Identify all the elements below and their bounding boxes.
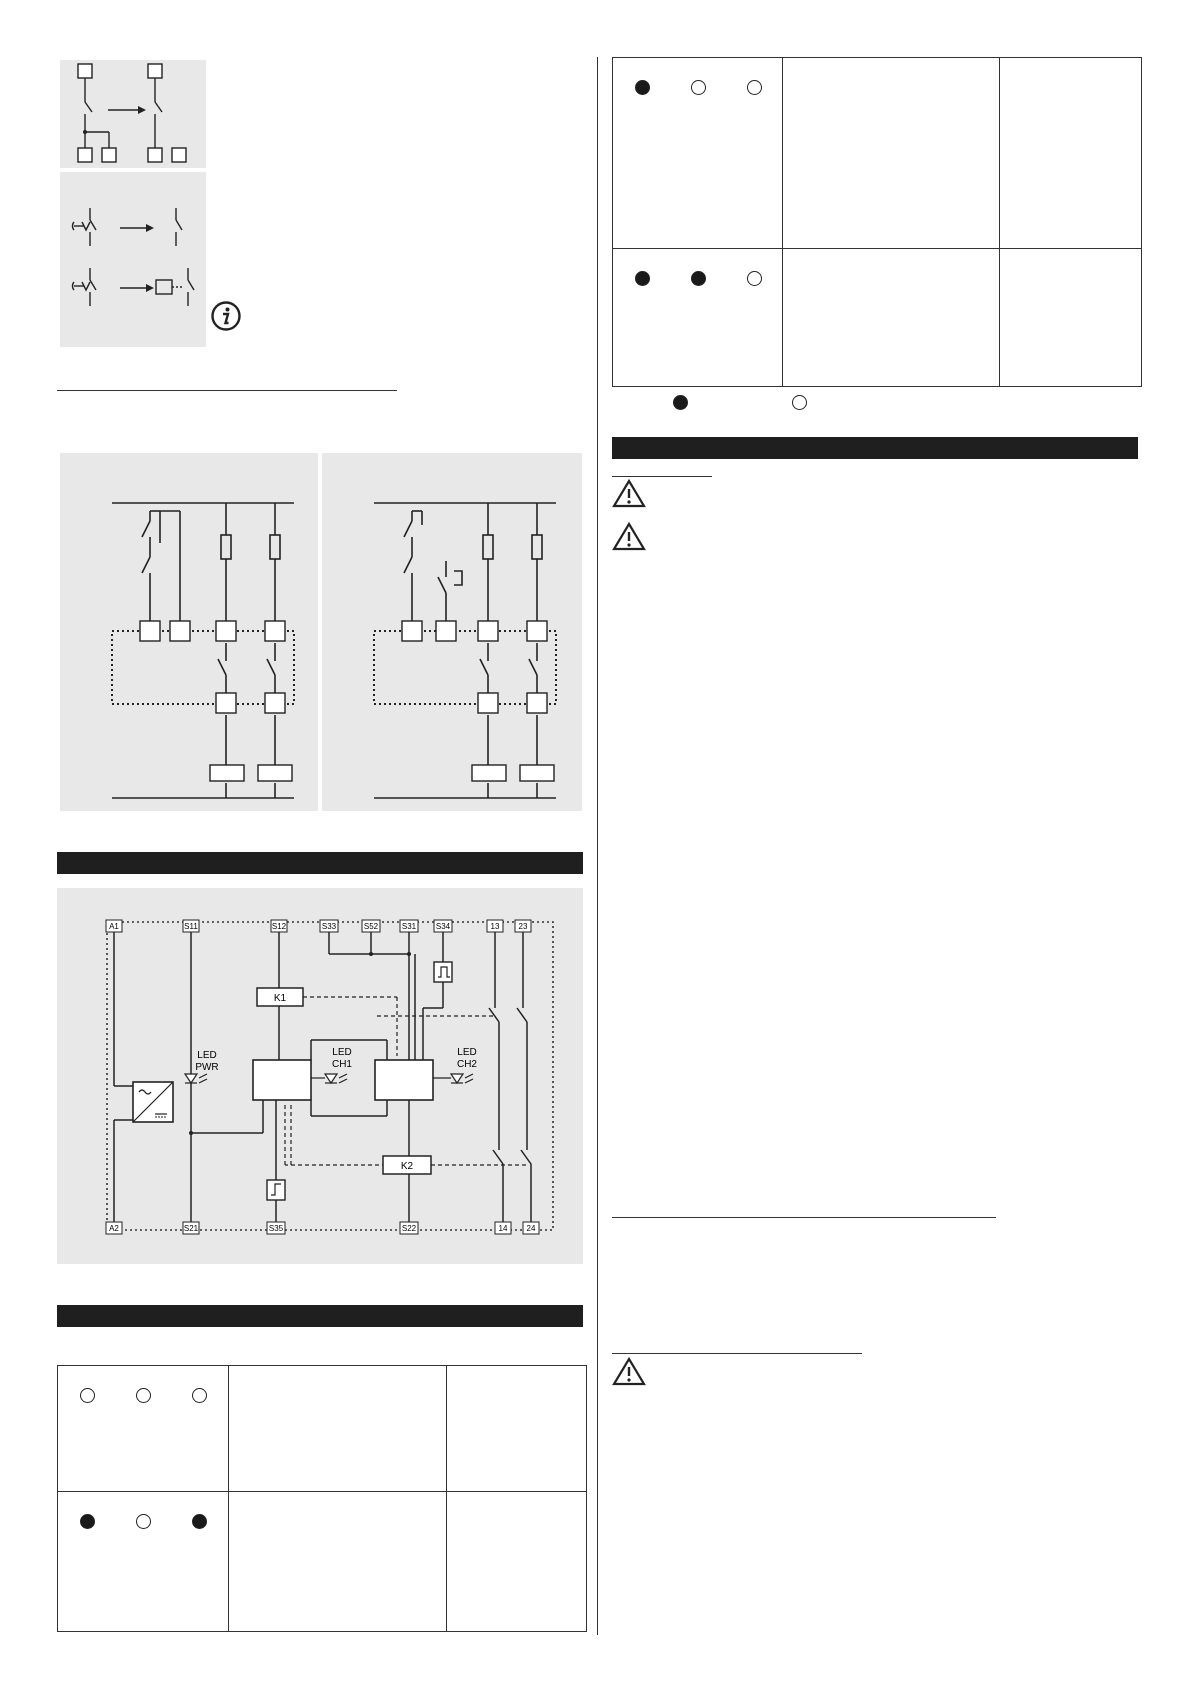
table-row (58, 1492, 587, 1632)
led-ch1-label: LED CH1 (331, 1047, 353, 1070)
led-status-table-right (612, 57, 1142, 387)
warning-icon (612, 521, 646, 551)
terminal-s21 (183, 1222, 199, 1234)
svg-text:A1: A1 (109, 922, 119, 931)
led-indicator-on (80, 1514, 95, 1529)
svg-text:S22: S22 (401, 1224, 417, 1233)
sensor-conversion-diagram (60, 172, 206, 347)
legend-led-off (792, 395, 807, 410)
section-underline (57, 390, 397, 391)
table-row (58, 1366, 587, 1492)
section-underline (612, 1353, 862, 1354)
terminal-s52 (362, 920, 380, 932)
terminal-14 (495, 1222, 511, 1234)
warning-icon (612, 1356, 646, 1386)
svg-text:13: 13 (490, 922, 500, 931)
terminal-s33 (320, 920, 338, 932)
led-status-table-left (57, 1365, 587, 1632)
terminal-a1 (106, 920, 122, 932)
section-underline (612, 1217, 996, 1218)
led-indicator-off (192, 1388, 207, 1403)
contact-conversion-panel-bottom (60, 172, 206, 347)
led-indicator-on (192, 1514, 207, 1529)
led-indicator-off (691, 80, 706, 95)
table-row (613, 249, 1142, 387)
svg-text:23: 23 (518, 922, 528, 931)
led-ch2-symbol (433, 1074, 473, 1083)
relay-label-k2: K2 (400, 1161, 414, 1172)
svg-text:S31: S31 (401, 922, 417, 931)
led-indicator-off (747, 271, 762, 286)
led-indicator-off (136, 1514, 151, 1529)
terminal-s22 (400, 1222, 418, 1234)
svg-text:S33: S33 (321, 922, 337, 931)
wiring-example-left (60, 453, 318, 811)
svg-text:S21: S21 (183, 1224, 199, 1233)
terminal-24 (523, 1222, 539, 1234)
led-indicator-off (747, 80, 762, 95)
terminal-s12 (271, 920, 287, 932)
svg-text:14: 14 (498, 1224, 508, 1233)
led-indicator-on (635, 271, 650, 286)
block-diagram-panel (57, 888, 583, 1264)
wiring-diagram-nc (60, 453, 318, 811)
led-ch2-label: LED CH2 (456, 1047, 478, 1070)
svg-text:S12: S12 (271, 922, 287, 931)
svg-text:S35: S35 (268, 1224, 284, 1233)
led-indicator-off (136, 1388, 151, 1403)
led-indicator-on (635, 80, 650, 95)
legend-led-on (673, 395, 688, 410)
terminal-s31 (400, 920, 418, 932)
led-pwr-symbol (185, 1074, 207, 1083)
terminal-a2 (106, 1222, 122, 1234)
relay-label-k1: K1 (273, 993, 287, 1004)
svg-text:A2: A2 (109, 1224, 119, 1233)
nc-contact-split-diagram (60, 60, 206, 168)
section-header-bar-block-diagram (57, 852, 583, 874)
svg-text:S52: S52 (363, 922, 379, 931)
terminal-s11 (183, 920, 199, 932)
info-icon (210, 300, 242, 332)
section-header-bar-led-table (57, 1305, 583, 1327)
contact-conversion-panel-top (60, 60, 206, 168)
led-indicator-on (691, 271, 706, 286)
internal-circuit-diagram (57, 888, 583, 1264)
wiring-diagram-no (322, 453, 582, 811)
svg-text:24: 24 (526, 1224, 536, 1233)
led-ch1-symbol (311, 1074, 347, 1083)
terminal-s35 (267, 1222, 285, 1234)
terminal-13 (487, 920, 503, 932)
led-indicator-off (80, 1388, 95, 1403)
svg-text:S11: S11 (184, 922, 198, 931)
subsection-underline (612, 476, 712, 477)
wiring-example-right (322, 453, 582, 811)
terminal-23 (515, 920, 531, 932)
terminal-s34 (434, 920, 452, 932)
led-pwr-label: LED PWR (195, 1050, 219, 1073)
column-divider (597, 57, 598, 1635)
table-row (613, 58, 1142, 249)
section-header-bar-right (612, 437, 1138, 459)
warning-icon (612, 478, 646, 508)
svg-text:S34: S34 (435, 922, 451, 931)
